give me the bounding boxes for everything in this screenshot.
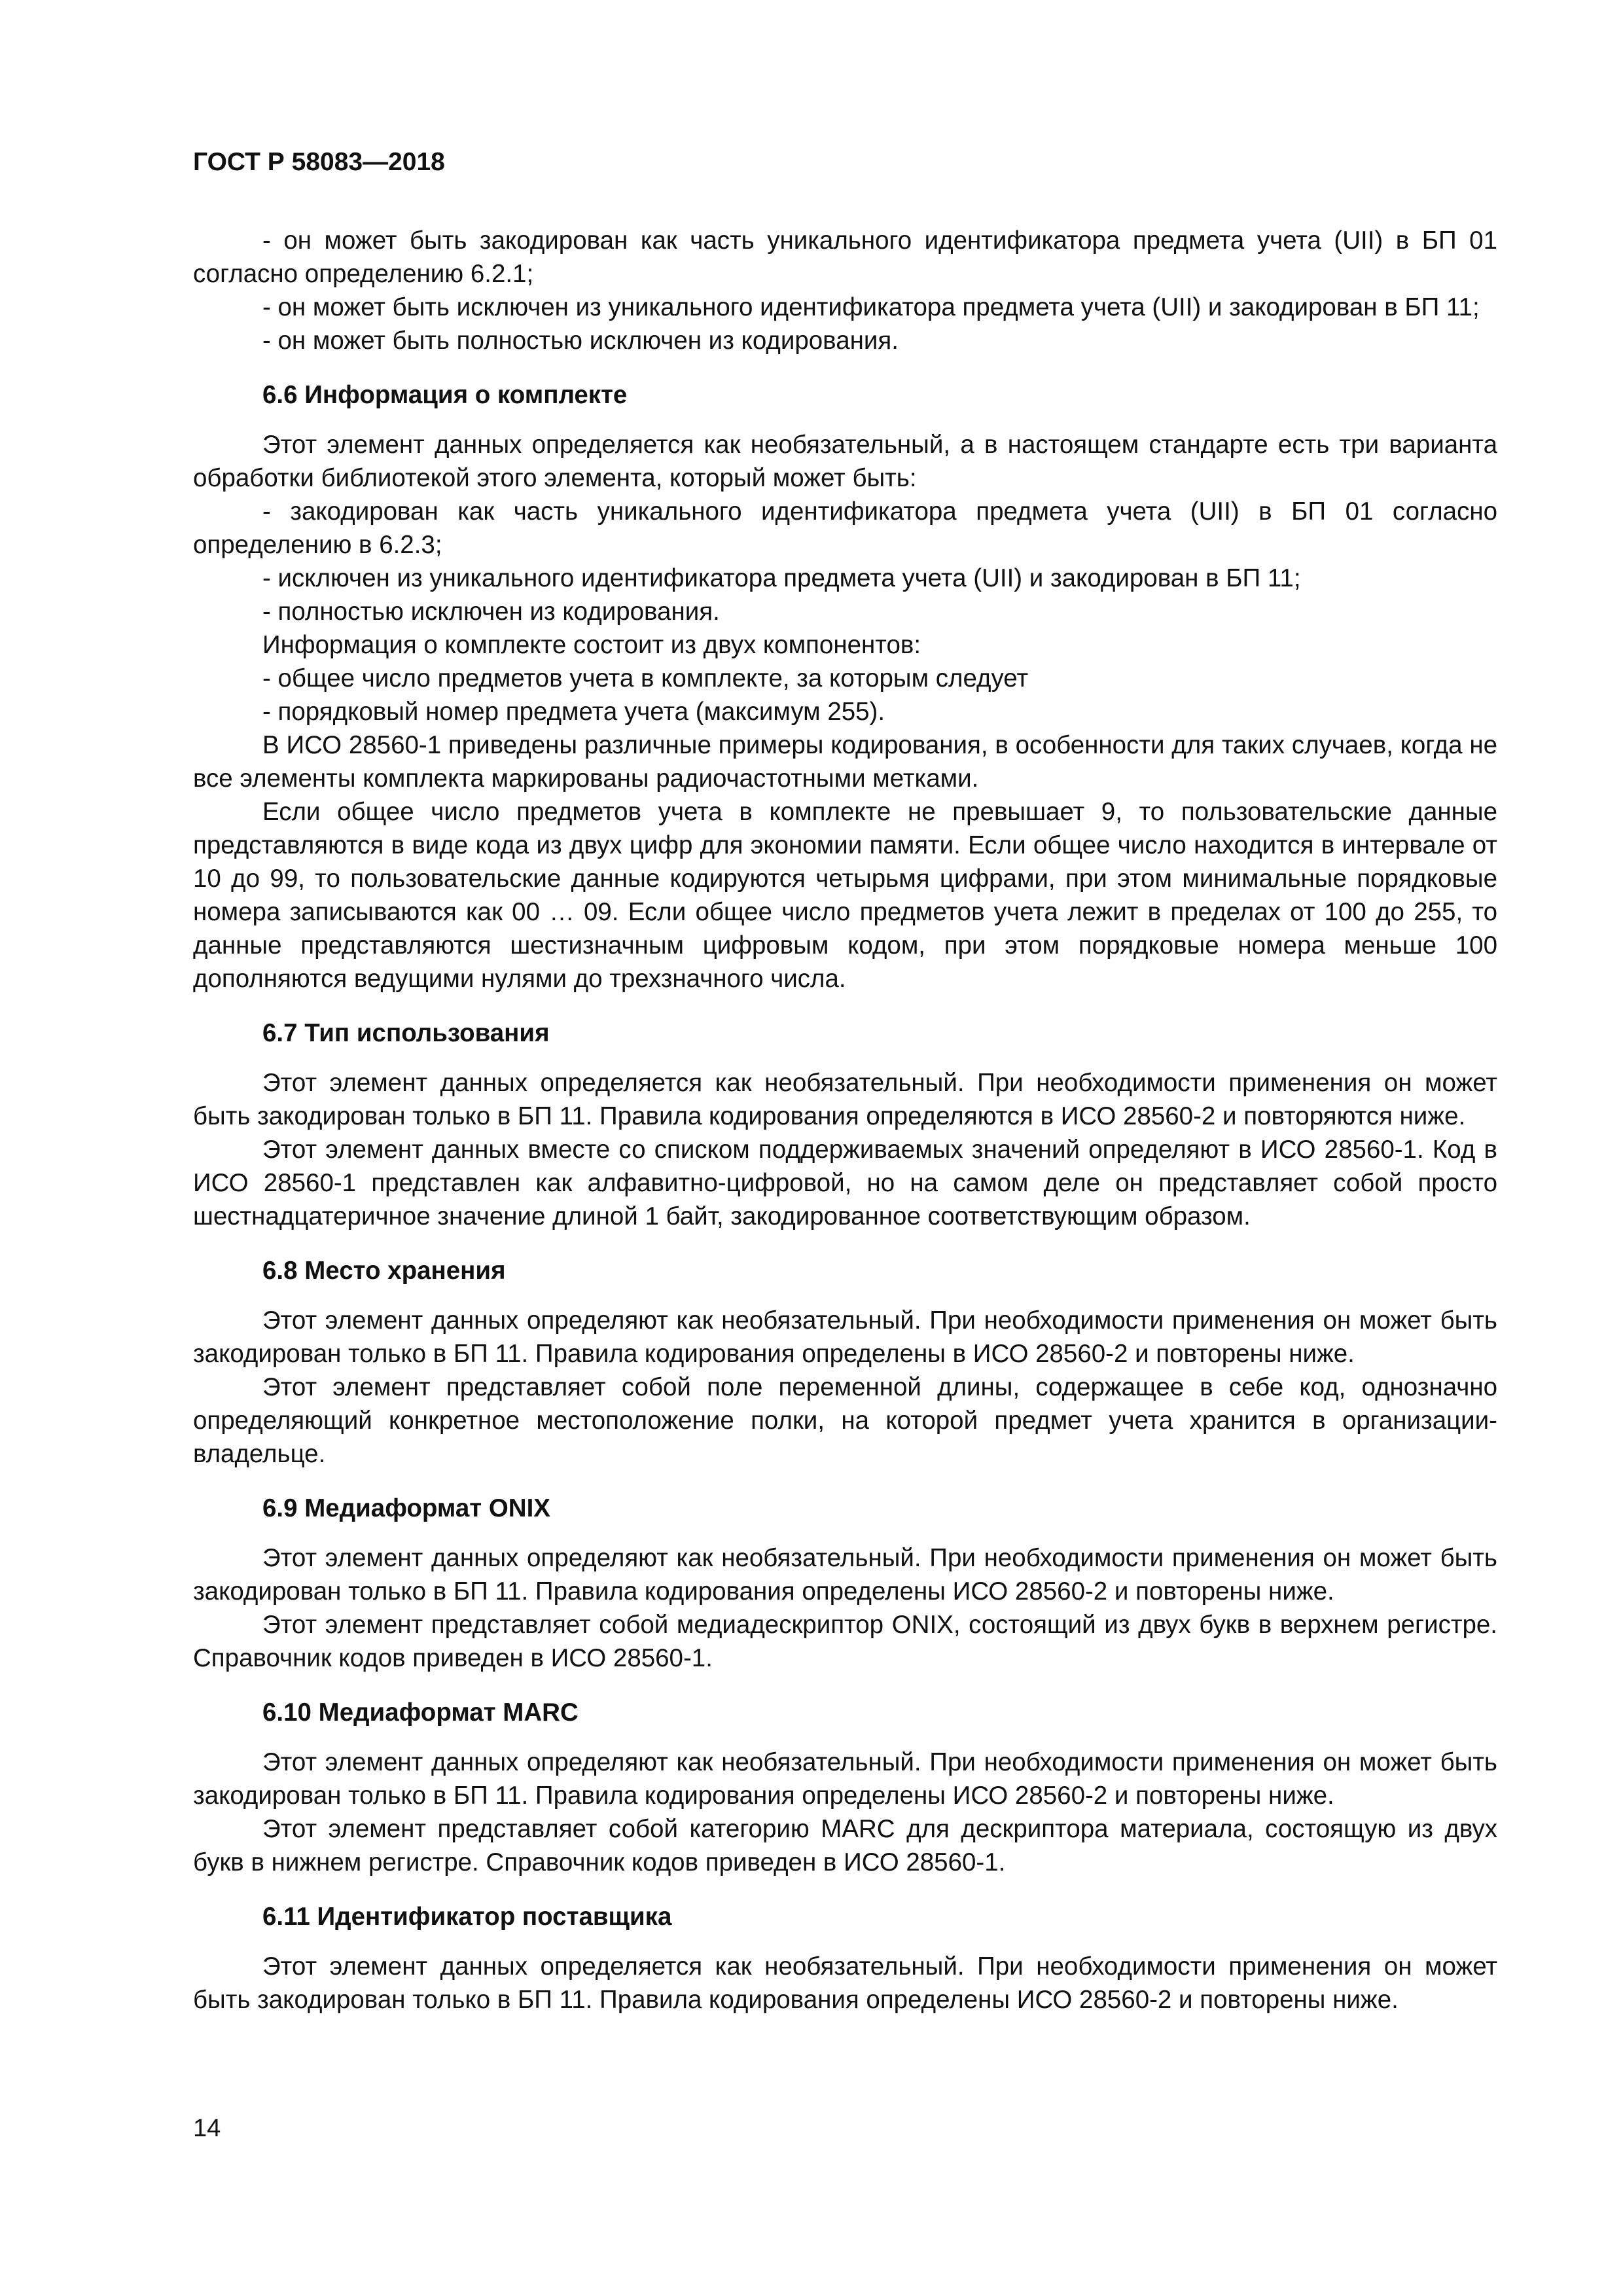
section-paragraph: Этот элемент данных определяют как необязательный. При необходимости применения он может быть закодирован только в БП 11. Правила кодирования определены ИСО 28560-2 и повторены ниже.: [193, 1748, 1497, 1810]
section-paragraph: - исключен из уникального идентификатора предмета учета (UII) и закодирован в БП 11;: [262, 564, 1301, 592]
section-paragraph: Этот элемент данных вместе со списком поддерживаемых значений определяют в ИСО 28560-1. Код в ИСО 28560-1 представлен как алфавитно-цифровой, но на самом деле он представляет собой просто шестнадцатеричное значение длиной 1 байт, закодированное соответствующим образом.: [193, 1136, 1497, 1230]
section-6-6: [193, 378, 1497, 996]
section-6-9: [193, 1492, 1497, 1675]
document-body: [193, 224, 1497, 2017]
page-number: 14: [193, 2115, 221, 2142]
section-paragraph: - общее число предметов учета в комплекте, за которым следует: [262, 664, 1029, 692]
section-paragraph: Этот элемент данных определяют как необязательный. При необходимости применения он может быть закодирован только в БП 11. Правила кодирования определены в ИСО 28560-2 и повторены ниже.: [193, 1306, 1497, 1368]
section-6-7: [193, 1016, 1497, 1233]
section-paragraph: Этот элемент данных определяют как необязательный. При необходимости применения он может быть закодирован только в БП 11. Правила кодирования определены ИСО 28560-2 и повторены ниже.: [193, 1544, 1497, 1605]
section-heading: 6.11 Идентификатор поставщика: [262, 1903, 672, 1931]
intro-paragraph: - он может быть полностью исключен из кодирования.: [262, 327, 899, 355]
section-heading: 6.9 Медиаформат ONIX: [262, 1494, 550, 1522]
document-code-header: ГОСТ Р 58083—2018: [193, 148, 445, 176]
section-paragraph: Этот элемент данных определяется как необязательный. При необходимости применения он может быть закодирован только в БП 11. Правила кодирования определяются в ИСО 28560-2 и повторяются ниже.: [193, 1069, 1497, 1130]
intro-paragraph: - он может быть исключен из уникального идентификатора предмета учета (UII) и закодирован в БП 11;: [262, 293, 1480, 321]
section-paragraph: Если общее число предметов учета в комплекте не превышает 9, то пользовательские данные представляются в виде кода из двух цифр для экономии памяти. Если общее число находится в интервале от 10 до 99, то пользовательские данные кодируются четырьмя цифрами, при этом минимальные порядковые номера записываются как 00 … 09. Если общее число предметов учета лежит в пределах от 100 до 255, то данные представляются шестизначным цифровым кодом, при этом порядковые номера меньше 100 дополняются ведущими нулями до трехзначного числа.: [193, 798, 1497, 993]
section-paragraph: Этот элемент представляет собой категорию MARC для дескриптора материала, состоящую из двух букв в нижнем регистре. Справочник кодов приведен в ИСО 28560-1.: [193, 1815, 1497, 1876]
section-paragraph: Этот элемент данных определяется как необязательный. При необходимости применения он может быть закодирован только в БП 11. Правила кодирования определены ИСО 28560-2 и повторены ниже.: [193, 1952, 1497, 2014]
section-paragraph: Этот элемент представляет собой медиадескриптор ONIX, состоящий из двух букв в верхнем регистре. Справочник кодов приведен в ИСО 28560-1.: [193, 1611, 1497, 1672]
section-heading: 6.8 Место хранения: [262, 1257, 506, 1285]
section-paragraph: Этот элемент представляет собой поле переменной длины, содержащее в себе код, однозначно определяющий конкретное местоположение полки, на которой предмет учета хранится в организации-владельце.: [193, 1373, 1497, 1468]
section-paragraph: - порядковый номер предмета учета (максимум 255).: [262, 698, 885, 726]
section-paragraph: - закодирован как часть уникального идентификатора предмета учета (UII) в БП 01 согласно определению в 6.2.3;: [193, 497, 1497, 559]
section-paragraph: Информация о комплекте состоит из двух компонентов:: [262, 631, 921, 659]
section-paragraph: В ИСО 28560-1 приведены различные примеры кодирования, в особенности для таких случаев, когда не все элементы комплекта маркированы радиочастотными метками.: [193, 731, 1497, 793]
section-paragraph: - полностью исключен из кодирования.: [262, 598, 720, 626]
section-6-11: [193, 1900, 1497, 2017]
section-heading: 6.6 Информация о комплекте: [262, 381, 628, 409]
intro-paragraph: - он может быть закодирован как часть уникального идентификатора предмета учета (UII) в БП 01 согласно определению 6.2.1;: [193, 226, 1497, 288]
section-paragraph: Этот элемент данных определяется как необязательный, а в настоящем стандарте есть три варианта обработки библиотекой этого элемента, который может быть:: [193, 431, 1497, 492]
section-heading: 6.7 Тип использования: [262, 1019, 550, 1047]
section-6-8: [193, 1254, 1497, 1471]
section-6-10: [193, 1696, 1497, 1879]
section-heading: 6.10 Медиаформат MARC: [262, 1698, 579, 1727]
